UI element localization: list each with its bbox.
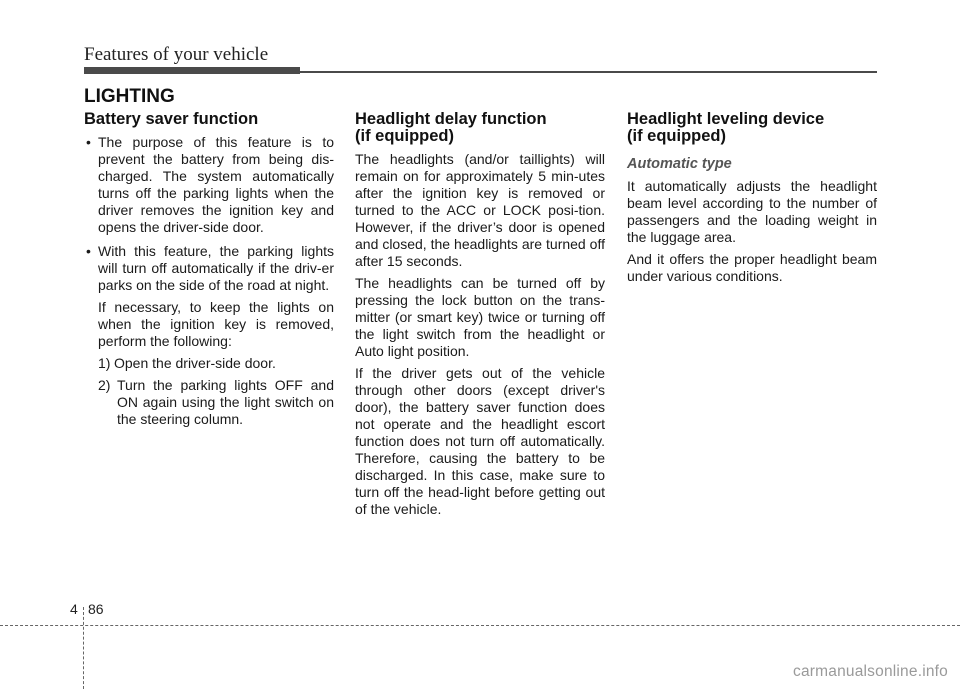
step-number: 1) [98, 355, 111, 371]
leveling-paragraph-2: And it offers the proper headlight beam under various conditions. [627, 251, 877, 284]
battery-saver-followup: If necessary, to keep the lights on when the ignition key is removed, perform the following: [98, 299, 334, 349]
watermark: carmanualsonline.info [793, 663, 948, 680]
column-battery-saver [84, 111, 334, 433]
headlight-delay-heading [355, 111, 605, 145]
battery-saver-bullet-2: • With this feature, the parking lights will turn off automatically if the driv-er parks on the side of the road at night. [84, 243, 334, 294]
leveling-subheading: Automatic type [627, 156, 732, 172]
headlight-delay-paragraph-3: If the driver gets out of the vehicle through other doors (except driver's door), the battery saver function does not operate and the headlight escort function does not turn off automatically. Therefore, causing the battery to be discharged. In this case, make sure to turn off the head-light before getting out of the vehicle. [355, 365, 605, 517]
section-heading: LIGHTING [84, 86, 175, 107]
leveling-heading-line2: (if equipped) [627, 127, 726, 145]
leveling-heading-line1: Headlight leveling device [627, 110, 825, 128]
header-rule-thick [84, 67, 300, 74]
step-text: Open the driver-side door. [114, 355, 276, 371]
chapter-number: 4 [70, 601, 78, 617]
header-rule-thin [300, 71, 877, 73]
headlight-delay-heading-line1: Headlight delay function [355, 110, 547, 128]
footer-vertical-rule [83, 607, 84, 689]
footer-dashed-rule [0, 625, 960, 626]
step-number: 2) [98, 377, 111, 393]
battery-saver-bullet-1: • The purpose of this feature is to prevent the battery from being dis-charged. The system automatically turns off the parking lights when the driver removes the ignition key and opens the driver-side door. [84, 134, 334, 236]
leveling-paragraph-1: It automatically adjusts the headlight beam level according to the number of passengers and the loading weight in the luggage area. [627, 178, 877, 245]
headlight-delay-paragraph-1: The headlights (and/or taillights) will remain on for approximately 5 min-utes after the ignition key is removed or turned to the ACC or LOCK posi-tion. However, if the driver’s door is opened and closed, the headlights are turned off after 15 seconds. [355, 151, 605, 269]
leveling-heading [627, 111, 877, 145]
headlight-delay-paragraph-2: The headlights can be turned off by pressing the lock button on the trans-mitter (or smart key) twice or turning off the light switch from the headlight or Auto light position. [355, 275, 605, 359]
step-text: Turn the parking lights OFF and ON again using the light switch on the steering column. [117, 377, 334, 427]
step-item [84, 377, 334, 428]
page-number: 86 [88, 601, 104, 617]
column-headlight-delay [355, 111, 605, 523]
header-title: Features of your vehicle [84, 44, 269, 65]
battery-saver-heading: Battery saver function [84, 110, 259, 128]
step-item [84, 355, 334, 372]
headlight-delay-heading-line2: (if equipped) [355, 127, 454, 145]
column-leveling [627, 111, 877, 290]
